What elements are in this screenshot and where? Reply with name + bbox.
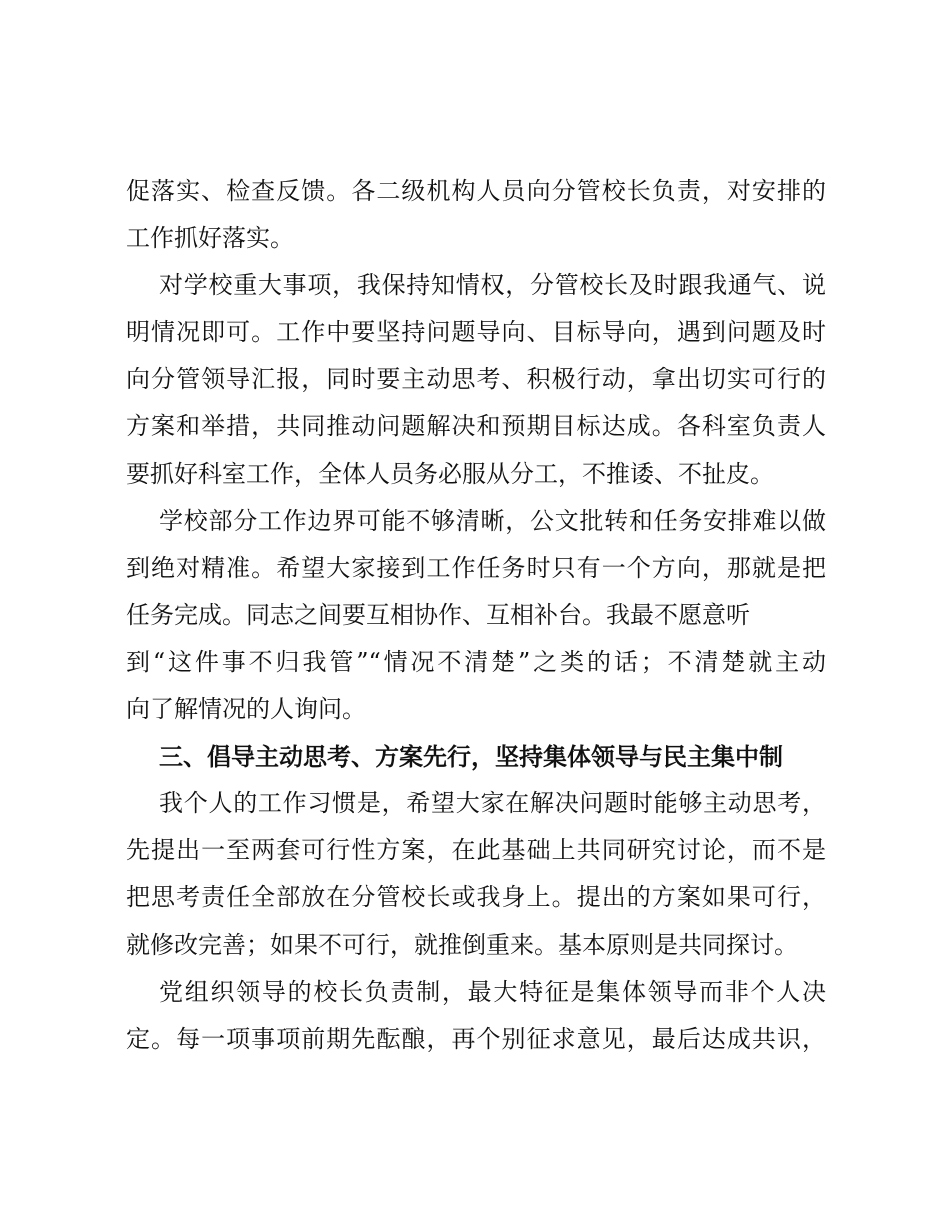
paragraph-line: 向了解情况的人询问。 bbox=[126, 695, 366, 724]
paragraph-line: 工作抓好落实。 bbox=[126, 224, 294, 253]
paragraph-line: 到绝对精准。希望大家接到工作任务时只有一个方向，那就是把 bbox=[126, 553, 826, 582]
section-heading: 三、倡导主动思考、方案先行，坚持集体领导与民主集中制 bbox=[159, 742, 783, 772]
document-body bbox=[126, 168, 826, 1063]
paragraph-line: 先提出一至两套可行性方案，在此基础上共同研究讨论，而不是 bbox=[126, 836, 826, 865]
paragraph-line: 定。每一项事项前期先酝酿，再个别征求意见，最后达成共识， bbox=[126, 1024, 826, 1053]
paragraph-line: 促落实、检查反馈。各二级机构人员向分管校长负责，对安排的 bbox=[126, 177, 826, 205]
paragraph-line: 向分管领导汇报，同时要主动思考、积极行动，拿出切实可行的 bbox=[126, 365, 826, 394]
paragraph-line: 对学校重大事项，我保持知情权，分管校长及时跟我通气、说 bbox=[159, 271, 826, 300]
paragraph-line: 我个人的工作习惯是，希望大家在解决问题时能够主动思考， bbox=[159, 789, 826, 818]
paragraph-line: 要抓好科室工作，全体人员务必服从分工，不推诿、不扯皮。 bbox=[126, 459, 774, 488]
paragraph-line: 明情况即可。工作中要坚持问题导向、目标导向，遇到问题及时 bbox=[126, 318, 826, 347]
paragraph-line: 学校部分工作边界可能不够清晰，公文批转和任务安排难以做 bbox=[159, 506, 826, 535]
paragraph-line: 就修改完善；如果不可行，就推倒重来。基本原则是共同探讨。 bbox=[126, 930, 798, 959]
paragraph-line: 任务完成。同志之间要互相协作、互相补台。我最不愿意听 bbox=[126, 600, 750, 629]
paragraph-line: 方案和举措，共同推动问题解决和预期目标达成。各科室负责人 bbox=[126, 412, 826, 441]
paragraph-line: 到“这件事不归我管”“情况不清楚”之类的话；不清楚就主动 bbox=[126, 647, 826, 676]
paragraph-line: 党组织领导的校长负责制，最大特征是集体领导而非个人决 bbox=[159, 977, 826, 1006]
paragraph-line: 把思考责任全部放在分管校长或我身上。提出的方案如果可行， bbox=[126, 883, 826, 912]
